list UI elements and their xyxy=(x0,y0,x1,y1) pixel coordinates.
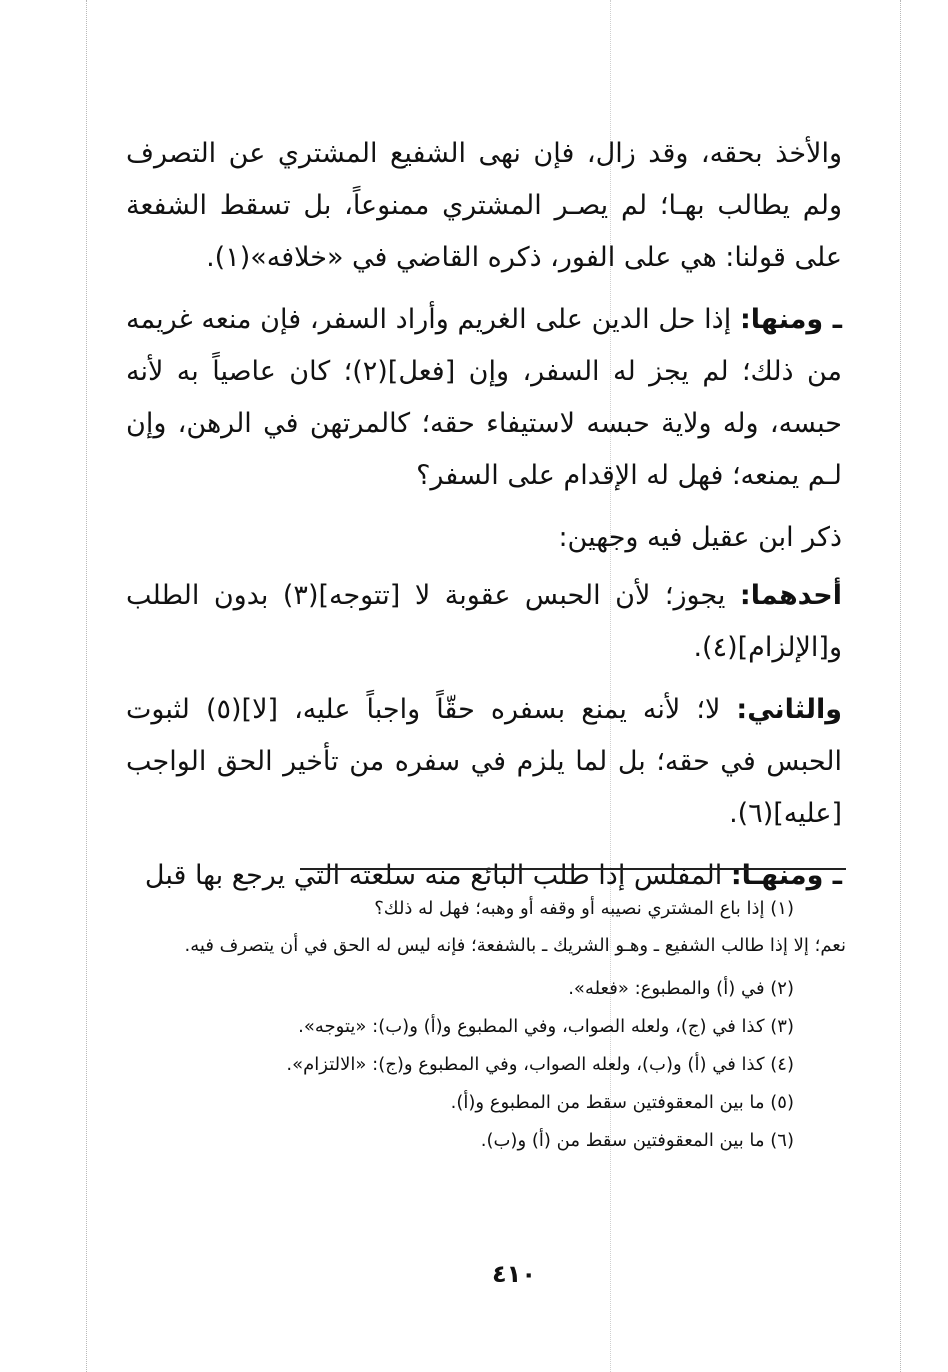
scan-artifact-line xyxy=(900,0,901,1372)
footnote-continuation: نعم؛ إلا إذا طالب الشفيع ـ وهـو الشريك ـ بالشفعة؛ فإنه ليس له الحق في أن يتصرف فيه. xyxy=(184,935,846,956)
paragraph: والأخذ بحقه، وقد زال، فإن نهى الشفيع المشتري عن التصرف ولم يطالب بهـا؛ لم يصـر المشتري ممنوعاً، بل تسقط الشفعة على قولنا: هي على الفور، ذكره القاضي في «خلافه»(١). xyxy=(126,138,842,273)
paragraph xyxy=(126,684,842,840)
footnote: (٣) كذا في (ج)، ولعله الصواب، وفي المطبوع و(أ) و(ب): «يتوجه». xyxy=(298,1016,794,1037)
paragraph xyxy=(126,294,842,502)
footnote: (١) إذا باع المشتري نصيبه أو وقفه أو وهبه؛ فهل له ذلك؟ xyxy=(374,898,794,919)
paragraph-lead: ـ ومنهـا: xyxy=(730,860,842,891)
main-text xyxy=(126,128,842,912)
paragraph: ذكر ابن عقيل فيه وجهين: xyxy=(558,522,842,553)
paragraph-lead: ـ ومنها: xyxy=(739,304,842,335)
paragraph-body: يجوز؛ لأن الحبس عقوبة لا [تتوجه](٣) بدون الطلب و[الإلزام](٤). xyxy=(126,580,842,663)
footnote-divider xyxy=(300,868,846,870)
footnote: (٤) كذا في (أ) و(ب)، ولعله الصواب، وفي المطبوع و(ج): «الالتزام». xyxy=(286,1054,794,1075)
footnote: (٥) ما بين المعقوفتين سقط من المطبوع و(أ). xyxy=(450,1092,794,1113)
scan-artifact-line xyxy=(86,0,87,1372)
footnote: (٢) في (أ) والمطبوع: «فعله». xyxy=(568,978,794,999)
paragraph-body: المفلس إذا طلب البائع منه سلعته التي يرجع بها قبل xyxy=(144,860,731,891)
paragraph-lead: أحدهما: xyxy=(739,580,842,611)
footnotes xyxy=(126,890,846,1160)
paragraph-body: لا؛ لأنه يمنع بسفره حقّاً واجباً عليه، [لا](٥) لثبوت الحبس في حقه؛ بل لما يلزم في سفره من تأخير الحق الواجب [عليه](٦). xyxy=(126,694,842,829)
page-number: ٤١٠ xyxy=(492,1260,536,1288)
paragraph-body: إذا حل الدين على الغريم وأراد السفر، فإن منعه غريمه من ذلك؛ لم يجز له السفر، وإن [فعل](٢)؛ كان عاصياً به لأنه حبسه، وله ولاية حبسه لاستيفاء حقه؛ كالمرتهن في الرهن، وإن لـم يمنعه؛ فهل له الإقدام على السفر؟ xyxy=(126,304,843,491)
paragraph-lead: والثاني: xyxy=(736,694,842,725)
footnote: (٦) ما بين المعقوفتين سقط من (أ) و(ب). xyxy=(480,1130,794,1151)
paragraph xyxy=(126,570,842,674)
